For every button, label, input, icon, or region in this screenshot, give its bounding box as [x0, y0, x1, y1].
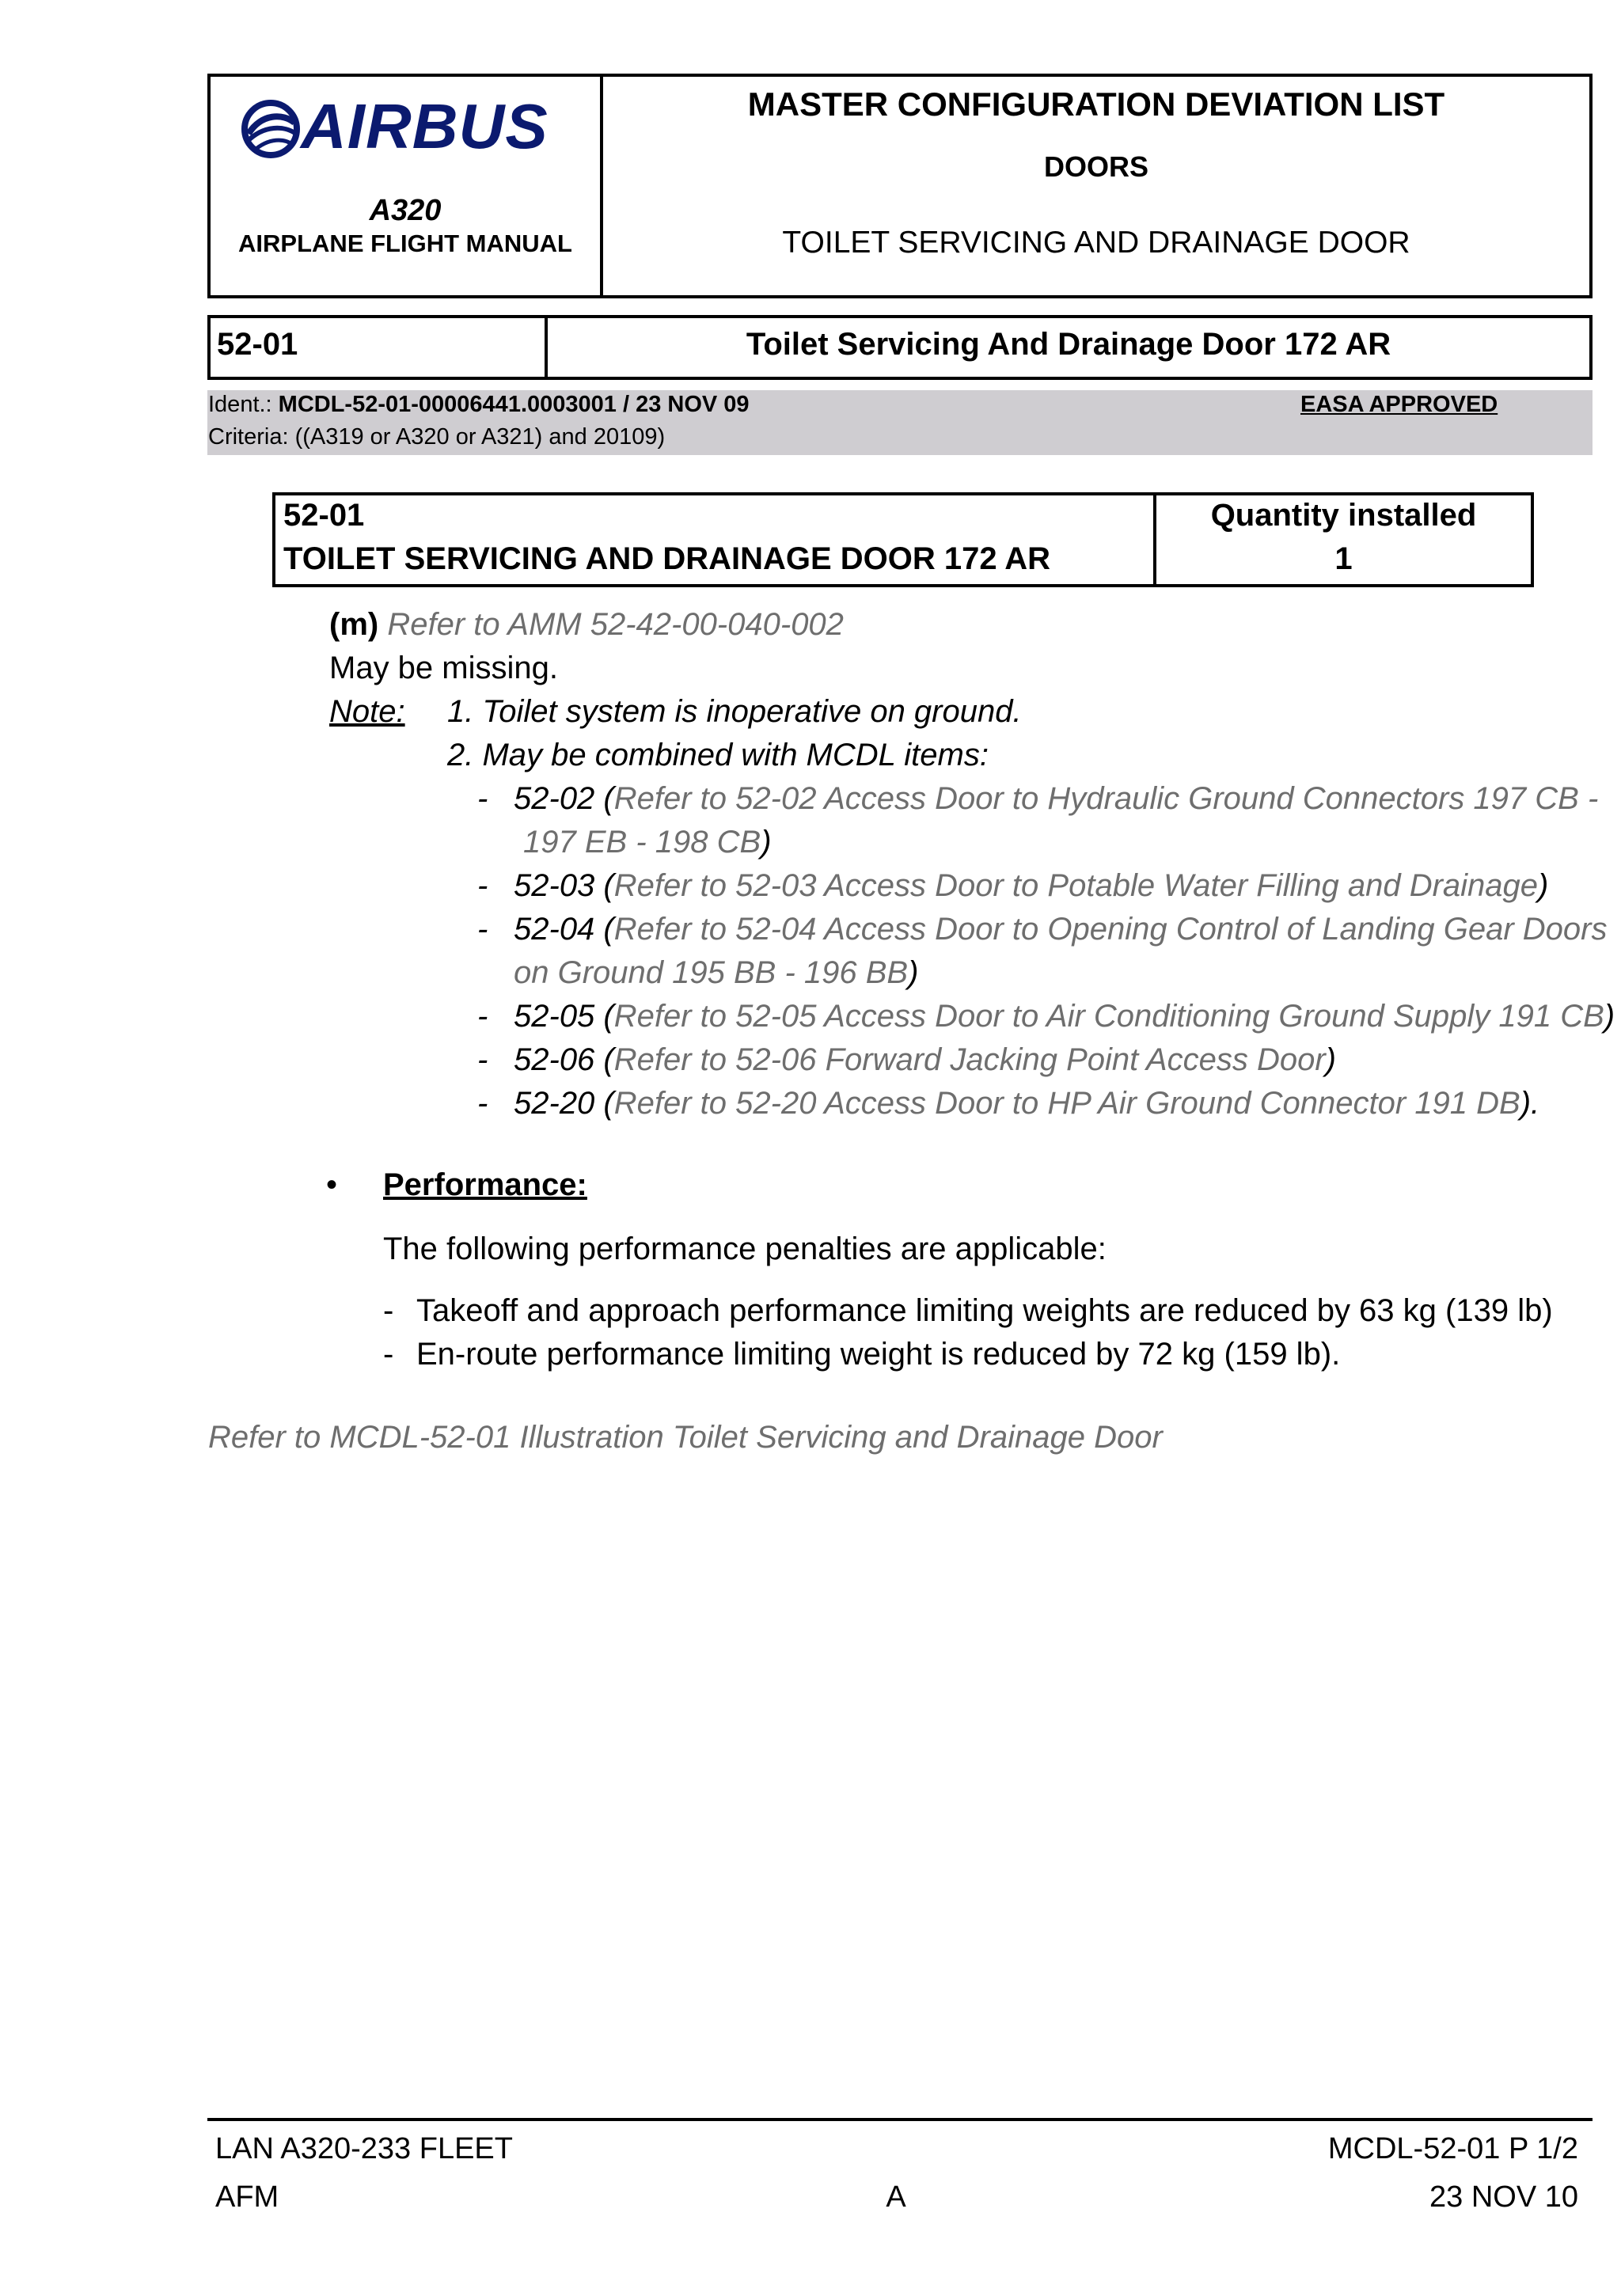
item-number: 52-01	[217, 327, 298, 362]
note-label: Note:	[329, 694, 405, 729]
ident-line	[208, 392, 750, 418]
mcdl-item-list: - 52-02 (Refer to 52-02 Access Door to Hydraulic Ground Connectors 197 CB - 197 EB - 198 CB) - 52-03 (Refer to 52-03 Access Door to Potable Water Filling and Drainage) - 52-04 (Refer to 52-04 Access Door to Opening Control of Landing Gear Doors on Ground 195 BB - 196 BB) - 52-05 (Refer to 52-05 Access Door to Air Conditioning Ground Supply 191 CB) - 52-06 (Refer to 52-06 Forward Jacking Point Access Door) - 52-20 (Refer to 52-20 Access Door to HP Air Ground Connector 191 DB).	[477, 781, 1615, 1121]
footer-page-ref: MCDL-52-01 P 1/2	[1327, 2132, 1578, 2165]
footer-fleet: LAN A320-233 FLEET	[215, 2132, 513, 2165]
mcdl-item-close: )	[1325, 1042, 1336, 1077]
mcdl-item-code: 52-05	[514, 999, 595, 1034]
mcdl-item-code: 52-06	[514, 1042, 595, 1077]
ident-label: Ident.:	[208, 392, 279, 417]
mcdl-item-close: )	[1538, 868, 1549, 903]
mcdl-item-ref-link[interactable]: Refer to 52-06 Forward Jacking Point Access Door	[613, 1042, 1326, 1077]
mcdl-item-ref-link-cont[interactable]: on Ground 195 BB - 196 BB	[514, 955, 909, 990]
mcdl-item-close: )	[908, 955, 919, 990]
mcdl-item-code: 52-04	[514, 912, 595, 947]
mcdl-item-code: 52-20	[514, 1086, 595, 1121]
list-dash: -	[477, 868, 488, 903]
subject-title: TOILET SERVICING AND DRAINAGE DOOR	[782, 226, 1410, 260]
mcdl-item-ref-link[interactable]: Refer to 52-02 Access Door to Hydraulic Ground Connectors 197 CB -	[613, 781, 1599, 816]
mcdl-item-code: 52-02	[514, 781, 595, 816]
may-be-missing: May be missing.	[329, 651, 558, 685]
footer-afm: AFM	[215, 2180, 279, 2214]
criteria-line: Criteria: ((A319 or A320 or A321) and 20109)	[208, 424, 666, 450]
penalty-text: Takeoff and approach performance limiting weights are reduced by 63 kg (139 lb)	[416, 1293, 1553, 1328]
illustration-reference-link[interactable]: Refer to MCDL-52-01 Illustration Toilet Servicing and Drainage Door	[208, 1420, 1163, 1455]
qty-item-name: TOILET SERVICING AND DRAINAGE DOOR 172 AR	[283, 541, 1051, 576]
aircraft-model: A320	[369, 194, 442, 227]
penalty-text: En-route performance limiting weight is reduced by 72 kg (159 lb).	[416, 1337, 1341, 1372]
list-dash: -	[477, 1086, 488, 1121]
m-label: (m)	[329, 607, 379, 642]
airbus-logo-text: AIRBUS	[301, 91, 549, 161]
footer-rule	[207, 2118, 1593, 2121]
mcdl-item-ref-link[interactable]: Refer to 52-20 Access Door to HP Air Ground Connector 191 DB	[613, 1086, 1520, 1121]
mcdl-item-ref-link[interactable]: Refer to 52-03 Access Door to Potable Water Filling and Drainage	[613, 868, 1539, 903]
performance-intro: The following performance penalties are applicable:	[383, 1231, 1107, 1266]
mcdl-item-ref-link[interactable]: Refer to 52-05 Access Door to Air Conditioning Ground Supply 191 CB	[613, 999, 1604, 1034]
manual-name: AIRPLANE FLIGHT MANUAL	[238, 230, 572, 257]
list-dash: -	[477, 1042, 488, 1077]
note-1: 1. Toilet system is inoperative on ground.	[447, 694, 1022, 729]
performance-bullet: •	[326, 1167, 338, 1202]
amm-reference-link[interactable]: Refer to AMM 52-42-00-040-002	[387, 607, 844, 642]
item-title: Toilet Servicing And Drainage Door 172 AR	[746, 327, 1391, 362]
mcdl-item-ref-link[interactable]: Refer to 52-04 Access Door to Opening Control of Landing Gear Doors	[613, 912, 1608, 947]
mcdl-item-close: )	[1604, 999, 1615, 1034]
list-dash: -	[383, 1337, 394, 1372]
qty-header: Quantity installed	[1210, 498, 1477, 533]
mcdl-item-code: 52-03	[514, 868, 595, 903]
list-dash: -	[477, 912, 488, 947]
performance-heading: Performance:	[383, 1167, 587, 1202]
qty-value: 1	[1334, 541, 1353, 576]
footer-revision: A	[886, 2180, 906, 2214]
footer-date: 23 NOV 10	[1429, 2180, 1578, 2214]
list-dash: -	[477, 999, 488, 1034]
approval-badge: EASA APPROVED	[1300, 392, 1498, 417]
airbus-logo	[237, 93, 578, 165]
note-2: 2. May be combined with MCDL items:	[447, 738, 989, 772]
qty-item-number: 52-01	[283, 498, 365, 533]
doc-title: MASTER CONFIGURATION DEVIATION LIST	[747, 85, 1445, 123]
mcdl-item-close: ).	[1520, 1086, 1540, 1121]
chapter-title: DOORS	[1043, 150, 1148, 183]
mcdl-item-close: )	[761, 825, 772, 860]
list-dash: -	[477, 781, 488, 816]
list-dash: -	[383, 1293, 394, 1328]
airbus-swirl-icon	[237, 96, 304, 162]
amm-reference-line	[329, 607, 844, 643]
mcdl-item-ref-link-cont[interactable]: 197 EB - 198 CB	[523, 825, 761, 860]
ident-value: MCDL-52-01-00006441.0003001 / 23 NOV 09	[278, 392, 750, 417]
